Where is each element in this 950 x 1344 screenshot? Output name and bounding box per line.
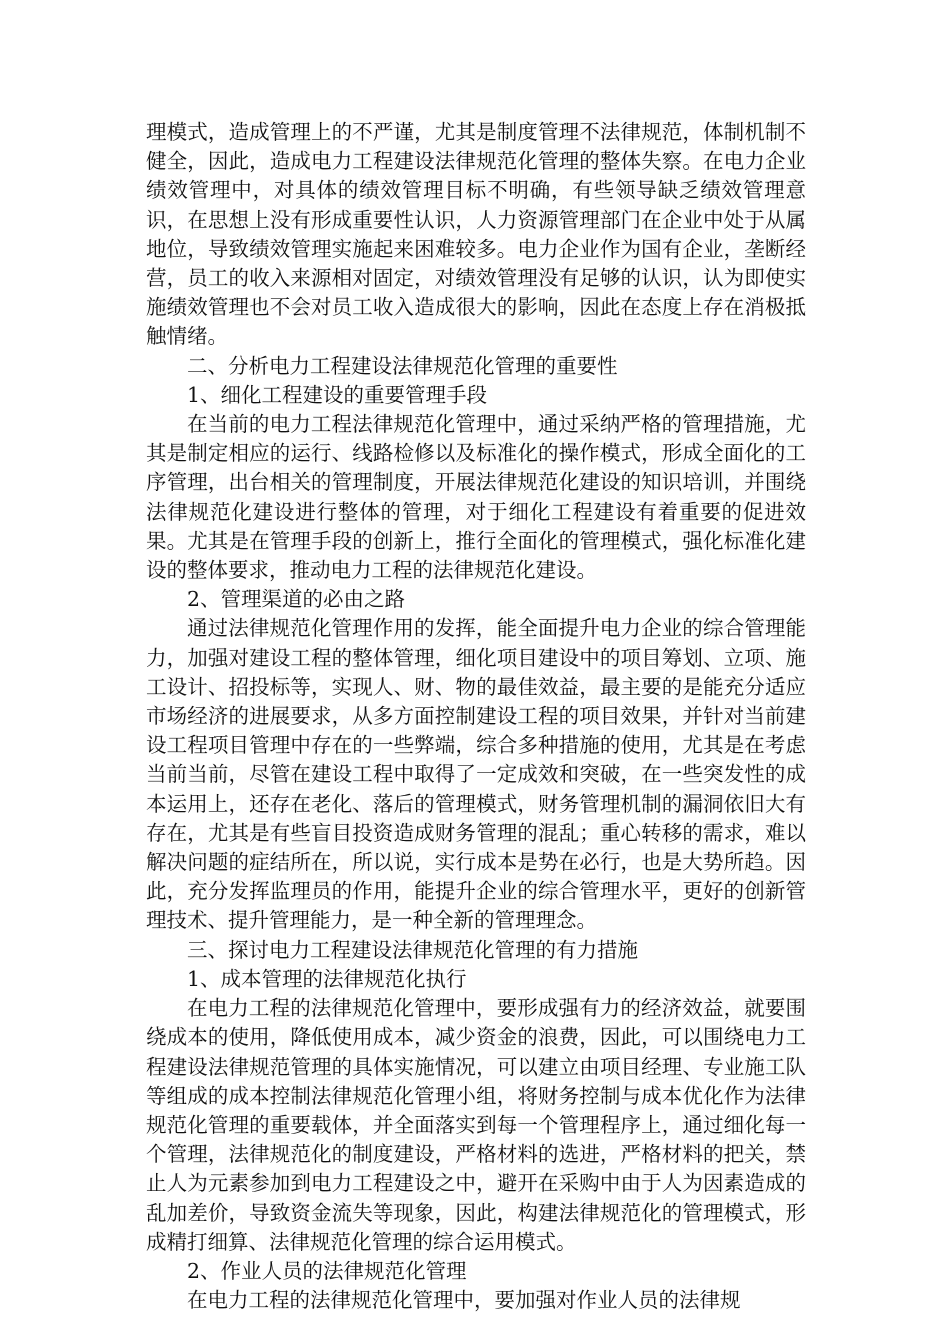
body-paragraph: 理模式，造成管理上的不严谨，尤其是制度管理不法律规范，体制机制不健全，因此，造成电力工程建设法律规范化管理的整体失察。在电力企业绩效管理中，对具体的绩效管理目标不明确，有些领导缺乏绩效管理意识，在思想上没有形成重要性认识，人力资源管理部门在企业中处于从属地位，导致绩效管理实施起来困难较多。电力企业作为国有企业，垄断经营，员工的收入来源相对固定，对绩效管理没有足够的认识，认为即使实施绩效管理也不会对员工收入造成很大的影响，因此在态度上存在消极抵触情绪。 xyxy=(146,120,806,349)
subsection-heading: 1、成本管理的法律规范化执行 xyxy=(187,966,467,991)
body-paragraph: 在电力工程的法律规范化管理中，要加强对作业人员的法律规 xyxy=(187,1288,741,1313)
subsection-heading: 2、管理渠道的必由之路 xyxy=(187,587,406,612)
subsection-heading: 2、作业人员的法律规范化管理 xyxy=(187,1258,467,1283)
subsection-heading: 1、细化工程建设的重要管理手段 xyxy=(187,382,488,407)
body-paragraph: 通过法律规范化管理作用的发挥，能全面提升电力企业的综合管理能力，加强对建设工程的整体管理，细化项目建设中的项目筹划、立项、施工设计、招投标等，实现人、财、物的最佳效益，最主要的是能充分适应市场经济的进展要求，从多方面控制建设工程的项目效果，并针对当前建设工程项目管理中存在的一些弊端，综合多种措施的使用，尤其是在考虑当前当前，尽管在建设工程中取得了一定成效和突破，在一些突发性的成本运用上，还存在老化、落后的管理模式，财务管理机制的漏洞依旧大有存在，尤其是有些盲目投资造成财务管理的混乱；重心转移的需求，难以解决问题的症结所在，所以说，实行成本是势在必行，也是大势所趋。因此，充分发挥监理员的作用，能提升企业的综合管理水平，更好的创新管理技术、提升管理能力，是一种全新的管理理念。 xyxy=(146,616,806,933)
body-paragraph: 在当前的电力工程法律规范化管理中，通过采纳严格的管理措施，尤其是制定相应的运行、线路检修以及标准化的操作模式，形成全面化的工序管理，出台相关的管理制度，开展法律规范化建设的知识培训，并围绕法律规范化建设进行整体的管理，对于细化工程建设有着重要的促进效果。尤其是在管理手段的创新上，推行全面化的管理模式，强化标准化建设的整体要求，推动电力工程的法律规范化建设。 xyxy=(146,412,806,583)
section-heading: 二、分析电力工程建设法律规范化管理的重要性 xyxy=(187,353,618,378)
document-page xyxy=(146,118,806,1315)
section-heading: 三、探讨电力工程建设法律规范化管理的有力措施 xyxy=(187,937,638,962)
body-paragraph: 在电力工程的法律规范化管理中，要形成强有力的经济效益，就要围绕成本的使用，降低使用成本，减少资金的浪费，因此，可以围绕电力工程建设法律规范管理的具体实施情况，可以建立由项目经理、专业施工队等组成的成本控制法律规范化管理小组，将财务控制与成本优化作为法律规范化管理的重要载体，并全面落实到每一个管理程序上，通过细化每一个管理，法律规范化的制度建设，严格材料的选进，严格材料的把关，禁止人为元素参加到电力工程建设之中，避开在采购中由于人为因素造成的乱加差价，导致资金流失等现象，因此，构建法律规范化的管理模式，形成精打细算、法律规范化管理的综合运用模式。 xyxy=(146,996,806,1254)
